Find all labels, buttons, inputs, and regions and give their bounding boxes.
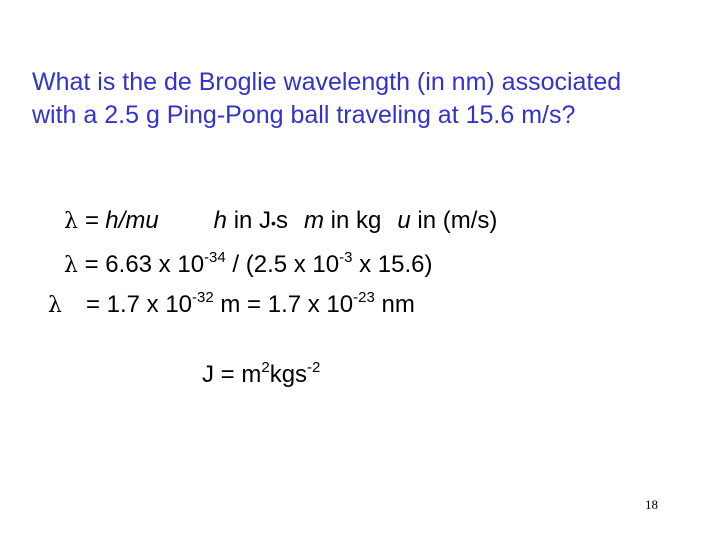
equation-1	[64, 206, 497, 238]
lambda-symbol: λ	[64, 209, 78, 234]
equation-2-part-2: / (2.5 x 10	[225, 251, 340, 278]
question-line-1: What is the de Broglie wavelength (in nm) associated	[32, 68, 622, 96]
s-unit: s	[275, 207, 288, 234]
page-number: 18	[645, 497, 658, 512]
m-units: in kg	[323, 207, 382, 234]
question-text	[32, 66, 702, 132]
u-units: in (m/s)	[410, 207, 498, 234]
equation-2-part-3: x 15.6)	[352, 251, 433, 278]
equation-3-part-3: nm	[374, 291, 415, 318]
exponent-2: -23	[353, 289, 375, 306]
lambda-symbol: λ	[64, 253, 78, 278]
lambda-symbol: λ	[48, 293, 62, 318]
formula-text: = h/mu	[77, 207, 159, 234]
equation-2-part-1: = 6.63 x 10	[77, 251, 205, 278]
joule-part-1: J = m	[202, 361, 262, 388]
h-variable: h	[213, 207, 228, 234]
joule-part-2: kgs	[269, 361, 308, 388]
equation-2	[64, 250, 433, 283]
question-line-2: with a 2.5 g Ping-Pong ball traveling at 15.6 m/s?	[32, 101, 576, 129]
joule-exponent-2: -2	[307, 359, 321, 376]
equation-3-part-2: m = 1.7 x 10	[213, 291, 354, 318]
equation-3-part-1: = 1.7 x 10	[85, 291, 193, 318]
joule-definition	[202, 360, 320, 393]
m-variable: m	[303, 207, 324, 234]
exponent-1: -34	[204, 249, 226, 266]
u-variable: u	[397, 207, 411, 234]
joule-exponent-1: 2	[261, 359, 270, 376]
exponent-2: -3	[339, 249, 353, 266]
h-units: in J	[227, 207, 272, 234]
multiplication-dot: •	[271, 215, 276, 231]
equation-3	[48, 290, 415, 323]
exponent-1: -32	[192, 289, 214, 306]
